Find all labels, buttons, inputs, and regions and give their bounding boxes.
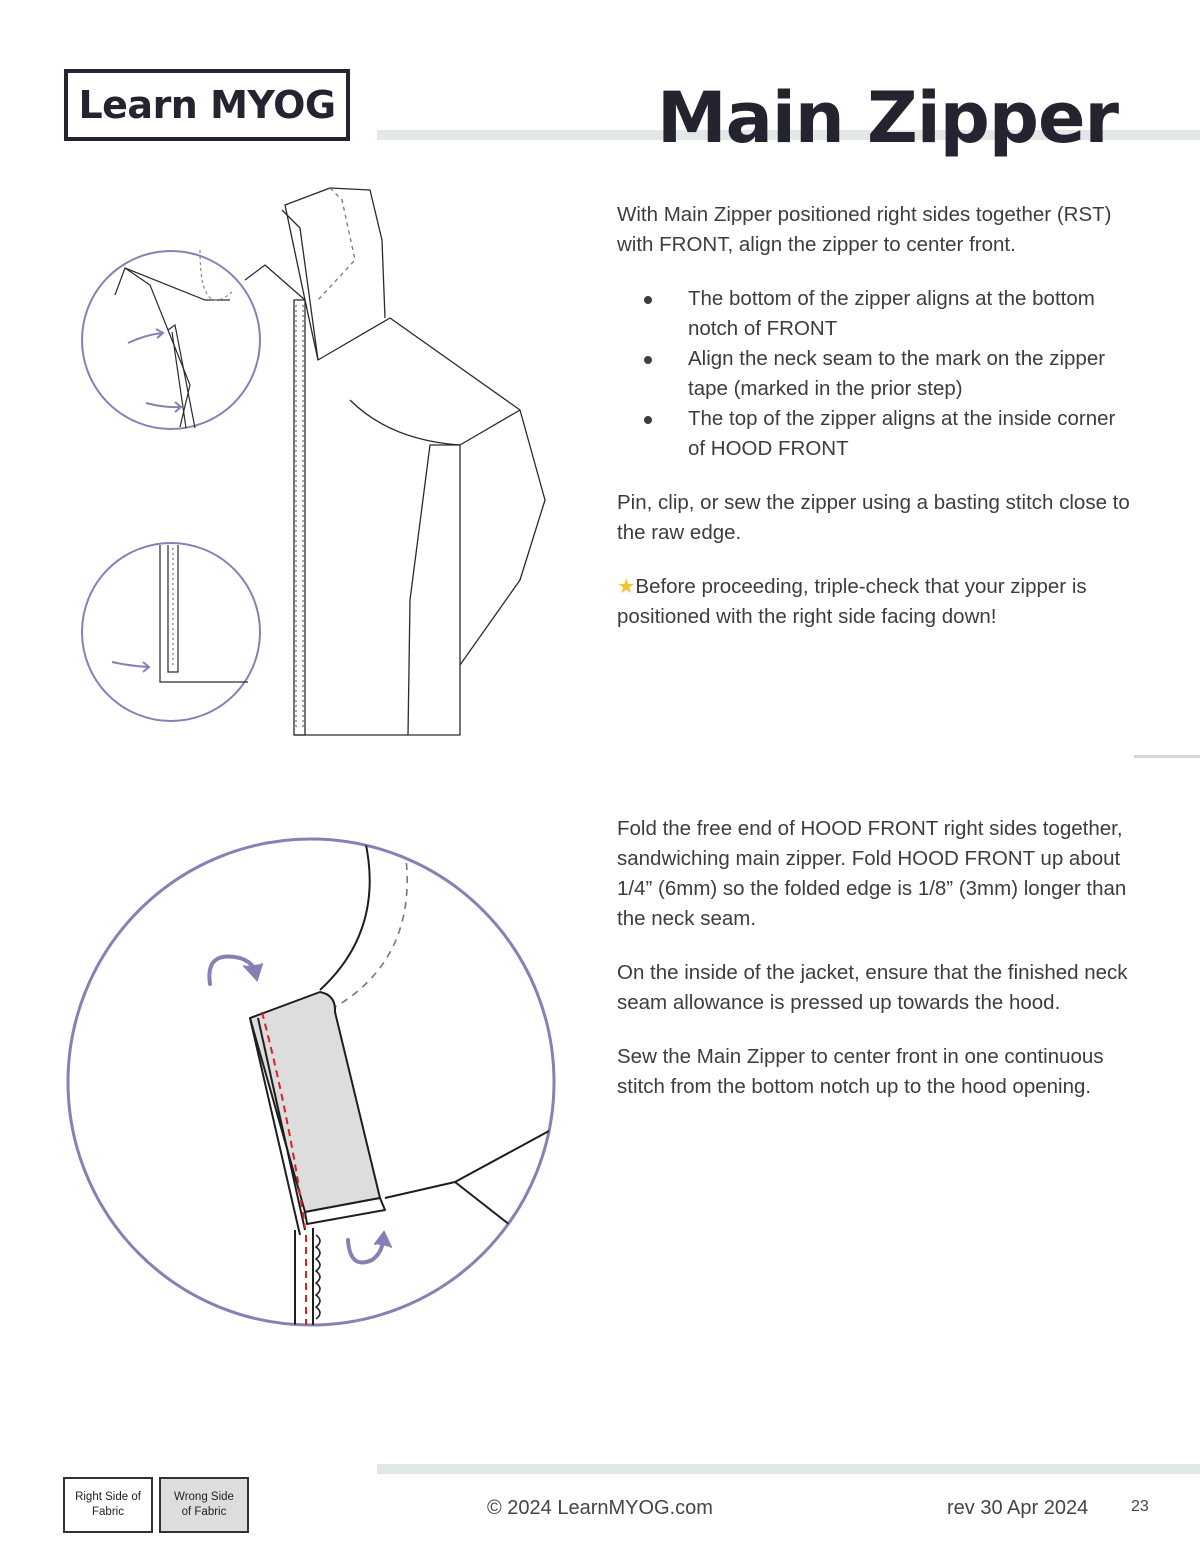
right-side-fabric-swatch [63,1477,153,1533]
list-item: Align the neck seam to the mark on the zipper tape (marked in the prior step) [688,344,1137,404]
copyright-text: © 2024 LearnMYOG.com [487,1497,713,1519]
swatch-label: Wrong Side of Fabric [174,1491,234,1518]
warning-text: Before proceeding, triple-check that your zipper is positioned with the right side facing down! [617,575,1087,628]
swatch-label: Right Side of Fabric [75,1491,141,1518]
step-two-paragraph: Fold the free end of HOOD FRONT right sides together, sandwiching main zipper. Fold HOOD FRONT up about 1/4” (6mm) so the folded edge is 1/8” (3mm) longer than the neck seam. [617,817,1127,930]
wrong-side-fabric-swatch [159,1477,249,1533]
list-item: The bottom of the zipper aligns at the bottom notch of FRONT [688,284,1137,344]
star-icon: ★ [617,575,636,598]
detail-circle-top [82,250,260,429]
page-title: Main Zipper [656,77,1118,159]
page-number: 23 [1131,1498,1149,1515]
step-two-paragraph: On the inside of the jacket, ensure that the finished neck seam allowance is pressed up towards the hood. [617,961,1128,1014]
step-two-paragraph: Sew the Main Zipper to center front in one continuous stitch from the bottom notch up to the hood opening. [617,1045,1104,1098]
hood-fold-illustration [60,830,560,1330]
detail-circle-bottom [82,543,260,721]
learn-myog-logo: Learn MYOG [64,69,350,141]
step-one-pin-text: Pin, clip, or sew the zipper using a basting stitch close to the raw edge. [617,491,1130,544]
section-divider [1134,755,1200,758]
footer-divider [377,1464,1200,1474]
revision-text: rev 30 Apr 2024 [947,1497,1089,1519]
step-two-instructions [617,814,1137,1126]
step-one-warning [617,572,1137,632]
step-one-bullet-list [617,284,1137,464]
step-one-intro: With Main Zipper positioned right sides together (RST) with FRONT, align the zipper to center front. [617,203,1112,256]
step-one-instructions [617,200,1137,656]
list-item: The top of the zipper aligns at the inside corner of HOOD FRONT [688,404,1137,464]
jacket-zipper-illustration [60,180,560,750]
